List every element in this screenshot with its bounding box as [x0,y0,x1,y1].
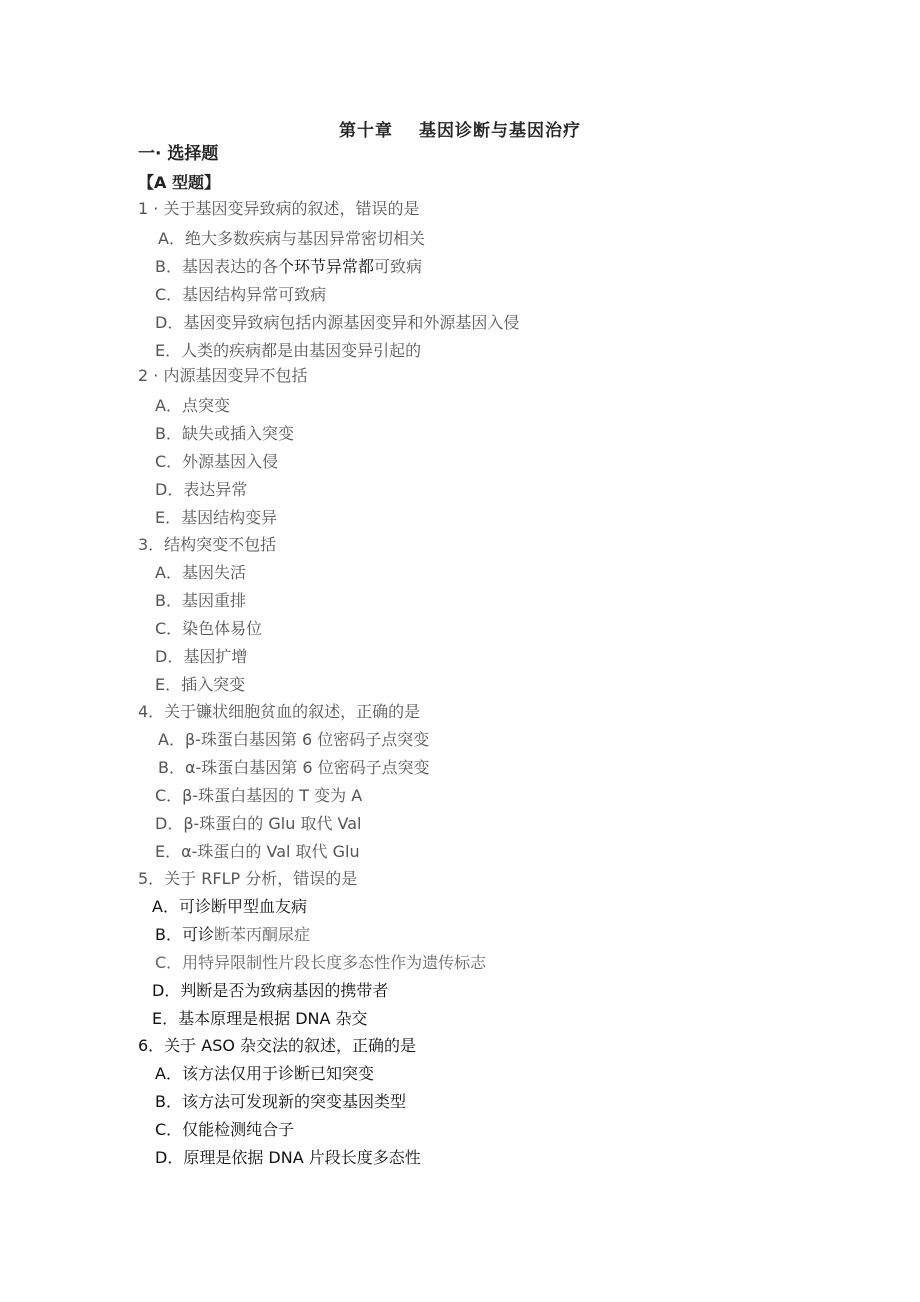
question-2-option-a: A．点突变 [155,396,230,415]
question-5-option-c: C．用特异限制性片段长度多态性作为遗传标志 [155,953,487,972]
question-6-stem: 6．关于 ASO 杂交法的叙述，正确的是 [138,1036,417,1055]
chapter-name: 基因诊断与基因治疗 [419,121,581,141]
question-3-option-d: D．基因扩增 [155,647,248,666]
question-type-heading: 【A 型题】 [138,173,220,192]
question-1-option-c: C．基因结构异常可致病 [155,285,327,304]
question-3-option-c: C．染色体易位 [155,619,263,638]
question-3-option-b: B．基因重排 [155,591,246,610]
question-4-option-a: A．β-珠蛋白基因第 6 位密码子点突变 [158,730,430,749]
option-b-text-part1: B．可诊 [155,925,214,944]
option-b-text-part3: 可致病 [374,257,423,276]
question-3-option-e: E．插入突变 [155,675,246,694]
question-3-option-a: A．基因失活 [155,563,246,582]
question-3-stem: 3．结构突变不包括 [138,535,277,554]
question-1-option-e: E．人类的疾病都是由基因变异引起的 [155,341,422,360]
chapter-number: 第十章 [339,121,393,141]
question-4-option-d: D．β-珠蛋白的 Glu 取代 Val [155,814,362,833]
option-b-text-part2: 个环节异常都 [277,257,374,276]
question-4-option-b: B．α-珠蛋白基因第 6 位密码子点突变 [158,758,430,777]
question-1-option-d: D．基因变异致病包括内源基因变异和外源基因入侵 [155,313,520,332]
question-5-stem: 5．关于 RFLP 分析，错误的是 [138,869,358,888]
option-b-text-part2: 断苯丙酮尿症 [213,925,310,944]
question-2-option-b: B．缺失或插入突变 [155,424,294,443]
question-4-option-c: C．β-珠蛋白基因的 T 变为 A [155,786,363,805]
question-2-stem: 2 · 内源基因变异不包括 [138,366,308,385]
section-heading: 一· 选择题 [138,144,219,164]
question-2-option-e: E．基因结构变异 [155,508,278,527]
question-4-stem: 4．关于镰状细胞贫血的叙述，正确的是 [138,702,421,721]
question-5-option-a: A．可诊断甲型血友病 [152,897,307,916]
question-6-option-a: A．该方法仅用于诊断已知突变 [155,1064,374,1083]
question-5-option-b [155,924,310,946]
question-1-stem: 1 · 关于基因变异致病的叙述，错误的是 [138,199,420,218]
option-b-text-part1: B．基因表达的各 [155,257,278,276]
question-2-option-d: D．表达异常 [155,480,248,499]
question-1-option-b [155,256,422,278]
question-6-option-c: C．仅能检测纯合子 [155,1120,295,1139]
question-6-option-d: D．原理是依据 DNA 片段长度多态性 [155,1148,421,1167]
question-5-option-e: E．基本原理是根据 DNA 杂交 [152,1009,368,1028]
question-5-option-d: D．判断是否为致病基因的携带者 [152,981,389,1000]
chapter-title [0,116,920,141]
question-6-option-b: B．该方法可发现新的突变基因类型 [155,1092,406,1111]
question-1-option-a: A．绝大多数疾病与基因异常密切相关 [158,229,425,248]
question-4-option-e: E．α-珠蛋白的 Val 取代 Glu [155,842,360,861]
question-2-option-c: C．外源基因入侵 [155,452,279,471]
